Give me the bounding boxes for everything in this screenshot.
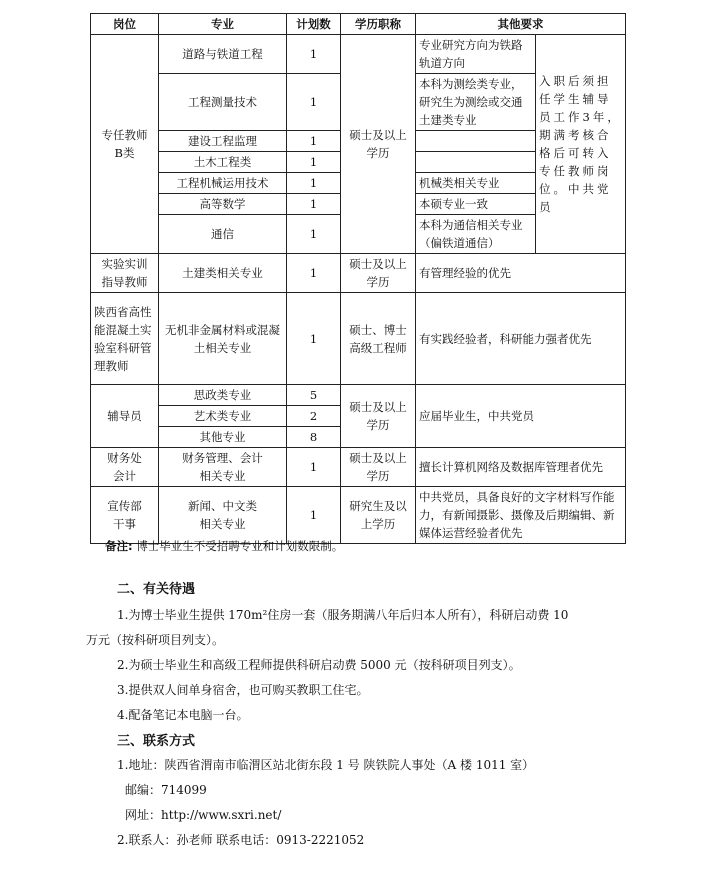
table-note (105, 538, 343, 554)
header-post: 岗位 (91, 14, 159, 35)
major-cell: 道路与铁道工程 (159, 35, 287, 74)
table-row (91, 448, 626, 487)
section-title-benefits: 二、有关待遇 (117, 582, 196, 597)
major-cell: 艺术类专业 (159, 406, 287, 427)
benefit-item: 4.配备笔记本电脑一台。 (117, 708, 249, 722)
table-row (91, 35, 626, 74)
post-cell: 宣传部 干事 (91, 487, 159, 544)
major-cell: 通信 (159, 215, 287, 254)
count-cell: 1 (287, 74, 341, 131)
count-cell: 1 (287, 487, 341, 544)
major-cell: 财务管理、会计 相关专业 (159, 448, 287, 487)
major-cell: 土木工程类 (159, 152, 287, 173)
education-cell: 硕士及以上 学历 (341, 35, 416, 254)
count-cell: 1 (287, 131, 341, 152)
count-cell: 2 (287, 406, 341, 427)
count-cell: 8 (287, 427, 341, 448)
requirement-cell: 本硕专业一致 (416, 194, 536, 215)
table-row (91, 293, 626, 385)
contact-postcode: 邮编：714099 (125, 783, 207, 797)
requirement-cell: 有实践经验者，科研能力强者优先 (416, 293, 626, 385)
count-cell: 1 (287, 152, 341, 173)
requirement-cell: 专业研究方向为铁路轨道方向 (416, 35, 536, 74)
education-cell: 硕士及以上 学历 (341, 254, 416, 293)
header-education: 学历职称 (341, 14, 416, 35)
count-cell: 5 (287, 385, 341, 406)
requirement-cell (416, 131, 536, 152)
table-row (91, 385, 626, 406)
table-row (91, 487, 626, 544)
requirement-cell: 本科为通信相关专业（偏铁道通信） (416, 215, 536, 254)
table-row (91, 254, 626, 293)
post-cell: 辅导员 (91, 385, 159, 448)
requirement-cell: 机械类相关专业 (416, 173, 536, 194)
education-cell: 研究生及以 上学历 (341, 487, 416, 544)
requirement-cell: 本科为测绘类专业，研究生为测绘或交通土建类专业 (416, 74, 536, 131)
header-major: 专业 (159, 14, 287, 35)
major-cell: 高等数学 (159, 194, 287, 215)
requirement-cell: 擅长计算机网络及数据库管理者优先 (416, 448, 626, 487)
header-count: 计划数 (287, 14, 341, 35)
count-cell: 1 (287, 35, 341, 74)
major-cell: 无机非金属材料或混凝土相关专业 (159, 293, 287, 385)
major-cell: 工程机械运用技术 (159, 173, 287, 194)
major-cell: 新闻、中文类 相关专业 (159, 487, 287, 544)
benefit-item: 1.为博士毕业生提供 170m²住房一套（服务期满八年后归本人所有），科研启动费 10 (117, 608, 569, 622)
post-cell: 财务处 会计 (91, 448, 159, 487)
benefit-item: 3.提供双人间单身宿舍，也可购买教职工住宅。 (117, 683, 369, 697)
count-cell: 1 (287, 254, 341, 293)
education-cell: 硕士、博士 高级工程师 (341, 293, 416, 385)
header-other: 其他要求 (416, 14, 626, 35)
requirement-cell: 应届毕业生，中共党员 (416, 385, 626, 448)
count-cell: 1 (287, 448, 341, 487)
recruitment-table (90, 13, 626, 544)
note-text: 博士毕业生不受招聘专业和计划数限制。 (136, 539, 344, 553)
post-cell: 专任教师 B类 (91, 35, 159, 254)
table-header-row (91, 14, 626, 35)
post-cell: 陕西省高性能混凝土实验室科研管理教师 (91, 293, 159, 385)
major-cell: 建设工程监理 (159, 131, 287, 152)
education-cell: 硕士及以上 学历 (341, 448, 416, 487)
benefit-item: 2.为硕士毕业生和高级工程师提供科研启动费 5000 元（按科研项目列支）。 (117, 658, 521, 672)
section-title-contact: 三、联系方式 (117, 734, 196, 749)
major-cell: 工程测量技术 (159, 74, 287, 131)
education-cell: 硕士及以上 学历 (341, 385, 416, 448)
contact-address: 1.地址：陕西省渭南市临渭区站北街东段 1 号 陕铁院人事处（A 楼 1011 室） (117, 758, 535, 772)
major-cell: 土建类相关专业 (159, 254, 287, 293)
contact-person: 2.联系人：孙老师 联系电话：0913-2221052 (117, 833, 365, 847)
post-cell: 实验实训 指导教师 (91, 254, 159, 293)
extra-requirement-cell: 入职后须担任学生辅导员工作3年，期满考核合格后可转入专任教师岗位。中共党员 (536, 35, 626, 254)
requirement-cell: 有管理经验的优先 (416, 254, 626, 293)
major-cell: 其他专业 (159, 427, 287, 448)
benefit-item: 万元（按科研项目列支）。 (86, 633, 225, 647)
contact-website: 网址：http://www.sxri.net/ (125, 808, 282, 822)
requirement-cell: 中共党员，具备良好的文字材料写作能力，有新闻摄影、摄像及后期编辑、新媒体运营经验者优先 (416, 487, 626, 544)
count-cell: 1 (287, 173, 341, 194)
count-cell: 1 (287, 194, 341, 215)
major-cell: 思政类专业 (159, 385, 287, 406)
count-cell: 1 (287, 215, 341, 254)
count-cell: 1 (287, 293, 341, 385)
note-label: 备注: (105, 539, 133, 553)
requirement-cell (416, 152, 536, 173)
